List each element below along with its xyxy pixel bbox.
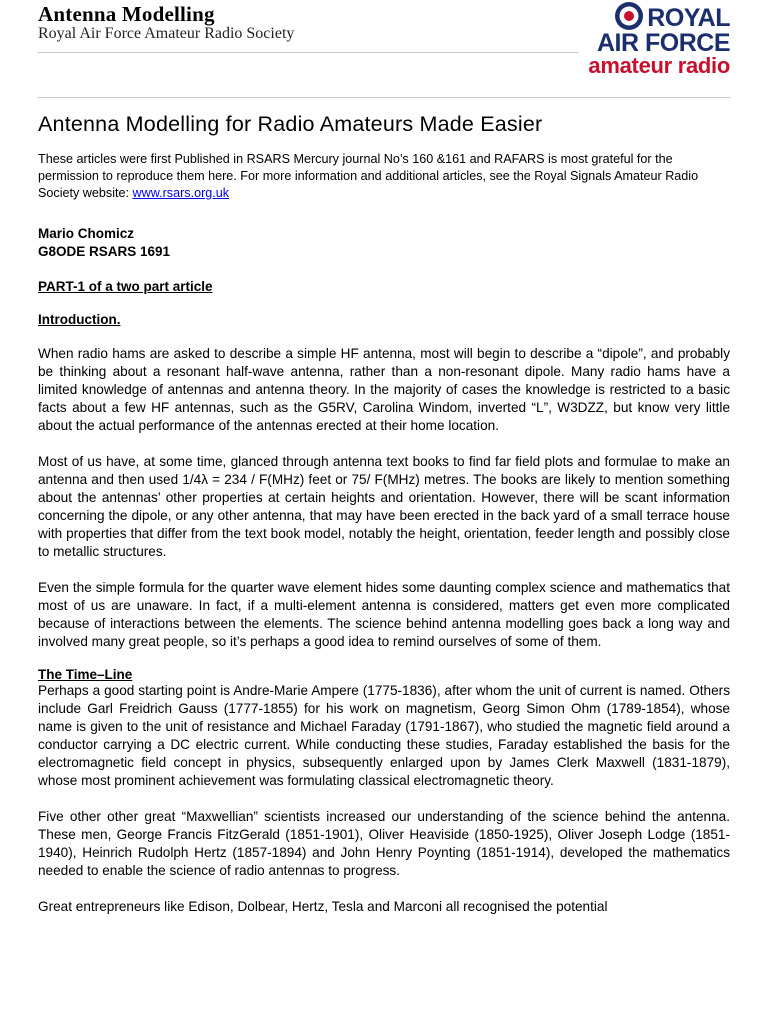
body-paragraph: Perhaps a good starting point is Andre-Marie Ampere (1775-1836), after whom the unit of current is named. Others include Garl Freidrich Gauss (1777-1855) for his work on magnetism, Georg Simon Ohm (1789-1854), whose name is given to the unit of resistance and Michael Faraday (1791-1867), who studied the magnetic field around a conductor carrying a DC electric current. While conducting these studies, Faraday established the basis for the electromagnetic field concept in physics, subsequently enlarged upon by James Clerk Maxwell (1831-1879), whose most prominent achievement was formulating classical electromagnetic theory.	[38, 683, 730, 788]
body-paragraph: Most of us have, at some time, glanced through antenna text books to find far field plots and formulae to make an antenna and then used 1/4λ = 234 / F(MHz) feet or 75/ F(MHz) metres. The books are likely to mention something about the antennas’ other properties at certain heights and orientation. However, there will be scant information concerning the dipole, or any other antenna, that may have been erected in the back yard of a small terrace house with properties that differ from the text book model, notably the height, orientation, feeder length and possibly close to metallic structures.	[38, 454, 730, 559]
section-heading-timeline: The Time–Line	[38, 667, 133, 682]
article-intro	[38, 151, 730, 202]
body-paragraph: Five other other great “Maxwellian” scientists increased our understanding of the science behind the antenna. These men, George Francis FitzGerald (1851-1901), Oliver Heaviside (1850-1925), Oliver Joseph Lodge (1851-1940), Heinrich Rudolph Hertz (1857-1894) and John Henry Poynting (1851-1914), developed the mathematics needed to enable the science of radio antennas to progress.	[38, 809, 730, 878]
article-title: Antenna Modelling for Radio Amateurs Made Easier	[38, 112, 543, 136]
part-label: PART-1 of a two part article	[38, 279, 213, 294]
author-name: Mario Chomicz	[38, 226, 135, 241]
body-paragraph: When radio hams are asked to describe a simple HF antenna, most will begin to describe a “dipole”, and probably be thinking about a resonant half-wave antenna, rather than a non-resonant dipole. Many radio hams have a limited knowledge of antennas and antenna theory. In the majority of cases the knowledge is restricted to a basic facts about a few HF antennas, such as the G5RV, Carolina Windom, inverted “L”, W3DZZ, but know very little about the actual performance of the antennas erected at their home location.	[38, 346, 730, 433]
rsars-website-link[interactable]: www.rsars.org.uk	[132, 186, 230, 200]
author-callsign: G8ODE RSARS 1691	[38, 244, 171, 259]
body-paragraph: Even the simple formula for the quarter wave element hides some daunting complex science and mathematics that most of us are unaware. In fact, if a multi-element antenna is considered, matters get even more complicated because of interactions between the elements. The science behind antenna modelling goes back a long way and involved many great people, so it’s perhaps a good idea to remind ourselves of some of them.	[38, 580, 730, 649]
header-title: Antenna Modelling	[38, 2, 215, 26]
logo-text-royal: ROYAL	[647, 4, 730, 32]
author-block	[38, 225, 730, 261]
document-page	[38, 0, 730, 916]
header-subtitle: Royal Air Force Amateur Radio Society	[38, 25, 295, 42]
raf-roundel-icon	[614, 1, 644, 31]
logo-text-air-force: AIR FORCE	[597, 29, 730, 57]
body-paragraph: Great entrepreneurs like Edison, Dolbear, Hertz, Tesla and Marconi all recognised the potential	[38, 899, 608, 914]
logo-text-amateur-radio: amateur radio	[588, 53, 730, 78]
page-header	[38, 0, 730, 98]
section-heading-introduction: Introduction.	[38, 312, 121, 327]
rafars-logo	[562, 0, 730, 82]
intro-text: These articles were first Published in RSARS Mercury journal No’s 160 &161 and RAFARS is most grateful for the permission to reproduce them here. For more information and additional articles, see the Royal Signals Amateur Radio Society website:	[38, 152, 699, 200]
header-divider	[38, 52, 578, 53]
